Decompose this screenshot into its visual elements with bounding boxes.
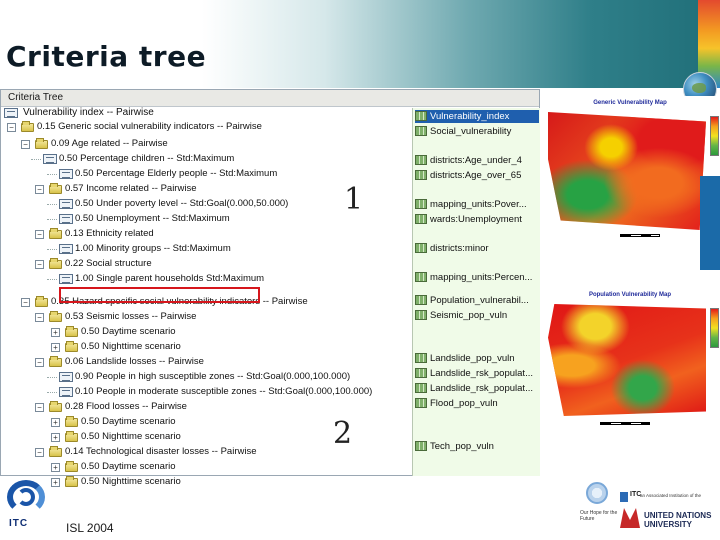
criterion-icon: [59, 169, 73, 179]
tree-node-label: 0.50 Nighttime scenario: [81, 341, 181, 352]
tree-node-label: 0.57 Income related -- Pairwise: [65, 183, 197, 194]
folder-icon: [49, 403, 62, 412]
side-accent: [700, 176, 720, 270]
itc-mark-icon: [620, 492, 628, 502]
folder-icon: [49, 230, 62, 239]
itc-logo-text: ITC: [9, 518, 29, 529]
scale-bar-population: [600, 422, 650, 425]
tree-connector: [47, 392, 57, 393]
layer-item[interactable]: [415, 125, 539, 138]
layer-item[interactable]: [415, 440, 539, 453]
tree-node-label: 0.50 Percentage Elderly people -- Std:Maximum: [75, 168, 278, 179]
criterion-icon: [59, 372, 73, 382]
tree-connector: [31, 159, 41, 160]
goal-icon: [4, 108, 18, 118]
slide-title: Criteria tree: [6, 40, 207, 73]
tree-group-row[interactable]: [1, 400, 411, 415]
layer-label: wards:Unemployment: [430, 214, 522, 225]
layer-item[interactable]: [415, 397, 539, 410]
unu-mark-icon: [620, 508, 640, 528]
criterion-icon: [59, 199, 73, 209]
raster-map-icon: [415, 441, 427, 451]
tree-node-label: 0.50 Percentage children -- Std:Maximum: [59, 153, 235, 164]
itc-subtitle: an Associated Institution of the: [640, 493, 702, 498]
itc-swirl-inner: [17, 488, 35, 506]
folder-icon: [49, 358, 62, 367]
tree-group-row[interactable]: [1, 310, 411, 325]
expand-icon[interactable]: +: [51, 343, 60, 352]
hope-text: Our Hope for the Future: [580, 510, 618, 522]
tree-leaf-row[interactable]: [1, 152, 411, 167]
tree-leaf-row[interactable]: [1, 340, 411, 355]
tree-root[interactable]: [1, 106, 411, 121]
tree-node-label: 0.50 Daytime scenario: [81, 461, 176, 472]
folder-icon: [49, 313, 62, 322]
tree-node-label: 0.50 Nighttime scenario: [81, 431, 181, 442]
layer-label: Flood_pop_vuln: [430, 398, 498, 409]
folder-icon: [49, 448, 62, 457]
tree-node-label: 0.90 People in high susceptible zones -- Std:Goal(0.000,100.000): [75, 371, 351, 382]
map-title-generic: Generic Vulnerability Map: [593, 100, 667, 106]
tree-connector: [47, 249, 57, 250]
legend-generic: [710, 116, 719, 156]
layer-item[interactable]: [415, 382, 539, 395]
tree-node-label: 1.00 Minority groups -- Std:Maximum: [75, 243, 231, 254]
tree-connector: [47, 174, 57, 175]
unu-text: UNITED NATIONS UNIVERSITY: [644, 511, 712, 529]
raster-map-icon: [415, 353, 427, 363]
raster-map-icon: [415, 111, 427, 121]
tree-node-label: 0.50 Daytime scenario: [81, 326, 176, 337]
raster-map-icon: [415, 383, 427, 393]
tree-group-row[interactable]: [1, 227, 411, 242]
layer-label: mapping_units:Pover...: [430, 199, 527, 210]
tree-leaf-row[interactable]: [1, 460, 411, 475]
tree-node-label: 0.50 Under poverty level -- Std:Goal(0.000,50.000): [75, 198, 289, 209]
raster-map-icon: [415, 199, 427, 209]
un-emblem-icon: [586, 482, 608, 504]
expand-icon[interactable]: +: [51, 463, 60, 472]
raster-map-icon: [415, 295, 427, 305]
tree-node-label: 0.50 Unemployment -- Std:Maximum: [75, 213, 230, 224]
map-image-generic: [548, 112, 706, 230]
criterion-icon: [43, 154, 57, 164]
footer-text: ISL 2004: [66, 521, 114, 535]
layer-label: Landslide_rsk_populat...: [430, 368, 533, 379]
tree-connector: [47, 219, 57, 220]
tree-node-label: 0.10 People in moderate susceptible zones -- Std:Goal(0.000,100.000): [75, 386, 373, 397]
tree-node-label: 0.50 Daytime scenario: [81, 416, 176, 427]
legend-population: [710, 308, 719, 348]
folder-icon: [49, 260, 62, 269]
layer-label: Seismic_pop_vuln: [430, 310, 508, 321]
criterion-icon: [59, 387, 73, 397]
panel-header: Criteria Tree: [1, 90, 539, 107]
marker-1: 1: [344, 182, 364, 217]
tree-connector: [47, 377, 57, 378]
tree-group-row[interactable]: [1, 355, 411, 370]
layer-item[interactable]: [415, 213, 539, 226]
raster-map-icon: [415, 170, 427, 180]
layer-label: Vulnerability_index: [430, 111, 510, 122]
marker-2: 2: [333, 416, 353, 451]
criterion-icon: [59, 244, 73, 254]
folder-icon: [35, 298, 48, 307]
tree-node-label: 0.53 Seismic losses -- Pairwise: [65, 311, 197, 322]
tree-node-label: 0.22 Social structure: [65, 258, 152, 269]
tree-connector: [47, 279, 57, 280]
tree-node-label: 0.15 Generic social vulnerability indicators -- Pairwise: [37, 121, 262, 132]
raster-map-icon: [415, 126, 427, 136]
tree-leaf-row[interactable]: [1, 272, 411, 287]
raster-map-icon: [415, 155, 427, 165]
collapse-icon[interactable]: −: [35, 313, 44, 322]
tree-leaf-row[interactable]: [1, 242, 411, 257]
itc-logo: [5, 480, 49, 532]
tree-leaf-row[interactable]: [1, 370, 411, 385]
tree-root-label: Vulnerability index -- Pairwise: [23, 107, 154, 118]
folder-icon: [65, 478, 78, 487]
tree-connector: [47, 204, 57, 205]
layer-label: Population_vulnerabil...: [430, 295, 529, 306]
collapse-icon[interactable]: −: [35, 185, 44, 194]
raster-map-icon: [415, 368, 427, 378]
layer-label: districts:minor: [430, 243, 489, 254]
expand-icon[interactable]: +: [51, 433, 60, 442]
folder-icon: [21, 123, 34, 132]
layer-item[interactable]: [415, 110, 539, 123]
expand-icon[interactable]: +: [51, 418, 60, 427]
partner-logos: [578, 478, 720, 538]
criterion-icon: [59, 274, 73, 284]
itc-mini-label: ITC: [630, 491, 642, 498]
collapse-icon[interactable]: −: [7, 123, 16, 132]
expand-icon[interactable]: +: [51, 328, 60, 337]
raster-map-icon: [415, 310, 427, 320]
layer-item[interactable]: [415, 169, 539, 182]
tree-node-label: 0.14 Technological disaster losses -- Pairwise: [65, 446, 257, 457]
tree-leaf-row[interactable]: [1, 385, 411, 400]
generic-vulnerability-map: [540, 96, 720, 246]
layer-item[interactable]: [415, 367, 539, 380]
scale-bar-generic: [620, 234, 660, 237]
criterion-icon: [59, 214, 73, 224]
layer-item[interactable]: [415, 294, 539, 307]
folder-icon: [65, 328, 78, 337]
tree-group-row[interactable]: [1, 257, 411, 272]
tree-leaf-row[interactable]: [1, 475, 411, 490]
layer-item[interactable]: [415, 271, 539, 284]
tree-node-label: 0.06 Landslide losses -- Pairwise: [65, 356, 204, 367]
layer-item[interactable]: [415, 154, 539, 167]
tree-leaf-row[interactable]: [1, 167, 411, 182]
criteria-tree-window: [0, 89, 540, 487]
population-vulnerability-map: [540, 290, 720, 432]
map-image-population: [548, 304, 706, 416]
layer-label: Landslide_pop_vuln: [430, 353, 515, 364]
folder-icon: [35, 140, 48, 149]
raster-map-icon: [415, 398, 427, 408]
raster-map-icon: [415, 214, 427, 224]
tree-node-label: 0.35 Hazard specific social vulnerability indicators -- Pairwise: [51, 296, 308, 307]
layer-label: Social_vulnerability: [430, 126, 512, 137]
folder-icon: [65, 433, 78, 442]
tree-node-label: 0.28 Flood losses -- Pairwise: [65, 401, 187, 412]
folder-icon: [65, 418, 78, 427]
folder-icon: [65, 343, 78, 352]
tree-node-label: 0.50 Nighttime scenario: [81, 476, 181, 487]
collapse-icon[interactable]: −: [35, 230, 44, 239]
expand-icon[interactable]: +: [51, 478, 60, 487]
collapse-icon[interactable]: −: [35, 260, 44, 269]
layer-label: districts:Age_under_4: [430, 155, 522, 166]
layer-item[interactable]: [415, 309, 539, 322]
layer-item[interactable]: [415, 352, 539, 365]
folder-icon: [65, 463, 78, 472]
tree-node-label: 0.09 Age related -- Pairwise: [51, 138, 168, 149]
layer-label: Landslide_rsk_populat...: [430, 383, 533, 394]
highlight-box: [59, 287, 260, 303]
layer-column: [412, 108, 540, 476]
layer-label: Tech_pop_vuln: [430, 441, 494, 452]
tree-group-row[interactable]: [1, 120, 411, 135]
layer-item[interactable]: [415, 242, 539, 255]
layer-label: mapping_units:Percen...: [430, 272, 533, 283]
layer-item[interactable]: [415, 198, 539, 211]
collapse-icon[interactable]: −: [35, 403, 44, 412]
tree-node-label: 1.00 Single parent households Std:Maximum: [75, 273, 265, 284]
collapse-icon[interactable]: −: [35, 358, 44, 367]
folder-icon: [49, 185, 62, 194]
raster-map-icon: [415, 243, 427, 253]
collapse-icon[interactable]: −: [21, 298, 30, 307]
map-title-population: Population Vulnerability Map: [588, 292, 672, 298]
collapse-icon[interactable]: −: [35, 448, 44, 457]
collapse-icon[interactable]: −: [21, 140, 30, 149]
layer-label: districts:Age_over_65: [430, 170, 522, 181]
tree-leaf-row[interactable]: [1, 325, 411, 340]
raster-map-icon: [415, 272, 427, 282]
tree-group-row[interactable]: [1, 137, 411, 152]
tree-node-label: 0.13 Ethnicity related: [65, 228, 154, 239]
